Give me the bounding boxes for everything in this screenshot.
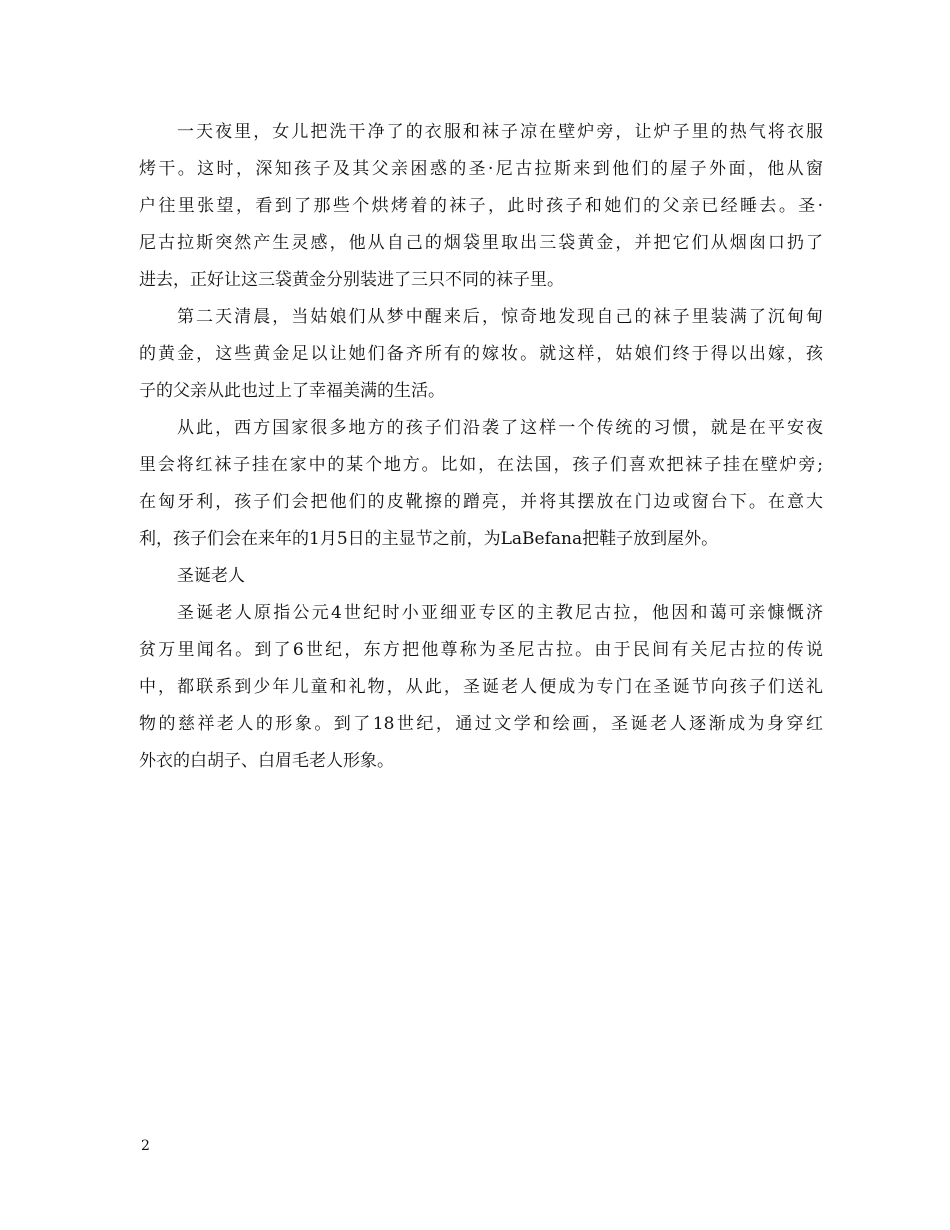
text-line: 子的父亲从此也过上了幸福美满的生活。 xyxy=(139,381,445,401)
text-line: 物的慈祥老人的形象。到了18世纪，通过文学和绘画，圣诞老人逐渐成为身穿红 xyxy=(139,714,823,734)
text-line: 从此，西方国家很多地方的孩子们沿袭了这样一个传统的习惯，就是在平安夜 xyxy=(177,418,823,438)
text-line: 第二天清晨，当姑娘们从梦中醒来后，惊奇地发现自己的袜子里装满了沉甸甸 xyxy=(177,307,823,327)
page-number: 2 xyxy=(141,1138,150,1154)
text-line: 烤干。这时，深知孩子及其父亲困惑的圣·尼古拉斯来到他们的屋子外面，他从窗 xyxy=(139,159,823,179)
text-line: 圣诞老人原指公元4世纪时小亚细亚专区的主教尼古拉，他因和蔼可亲慷慨济 xyxy=(177,603,823,623)
text-line: 的黄金，这些黄金足以让她们备齐所有的嫁妆。就这样，姑娘们终于得以出嫁，孩 xyxy=(139,344,823,364)
section-heading: 圣诞老人 xyxy=(177,566,245,586)
text-line: 里会将红袜子挂在家中的某个地方。比如，在法国，孩子们喜欢把袜子挂在壁炉旁; xyxy=(139,455,823,475)
text-line: 贫万里闻名。到了6世纪，东方把他尊称为圣尼古拉。由于民间有关尼古拉的传说 xyxy=(139,640,823,660)
text-line: 在匈牙利，孩子们会把他们的皮靴擦的蹭亮，并将其摆放在门边或窗台下。在意大 xyxy=(139,492,823,512)
text-line: 尼古拉斯突然产生灵感，他从自己的烟袋里取出三袋黄金，并把它们从烟囱口扔了 xyxy=(139,233,823,253)
text-line: 一天夜里，女儿把洗干净了的衣服和袜子凉在壁炉旁，让炉子里的热气将衣服 xyxy=(177,122,823,142)
text-line: 外衣的白胡子、白眉毛老人形象。 xyxy=(139,751,394,771)
text-line: 进去，正好让这三袋黄金分别装进了三只不同的袜子里。 xyxy=(139,270,564,290)
body-text xyxy=(139,114,823,780)
text-line: 利，孩子们会在来年的1月5日的主显节之前，为LaBefana把鞋子放到屋外。 xyxy=(139,529,719,549)
text-line: 户往里张望，看到了那些个烘烤着的袜子，此时孩子和她们的父亲已经睡去。圣· xyxy=(139,196,823,216)
text-line: 中，都联系到少年儿童和礼物，从此，圣诞老人便成为专门在圣诞节向孩子们送礼 xyxy=(139,677,823,697)
